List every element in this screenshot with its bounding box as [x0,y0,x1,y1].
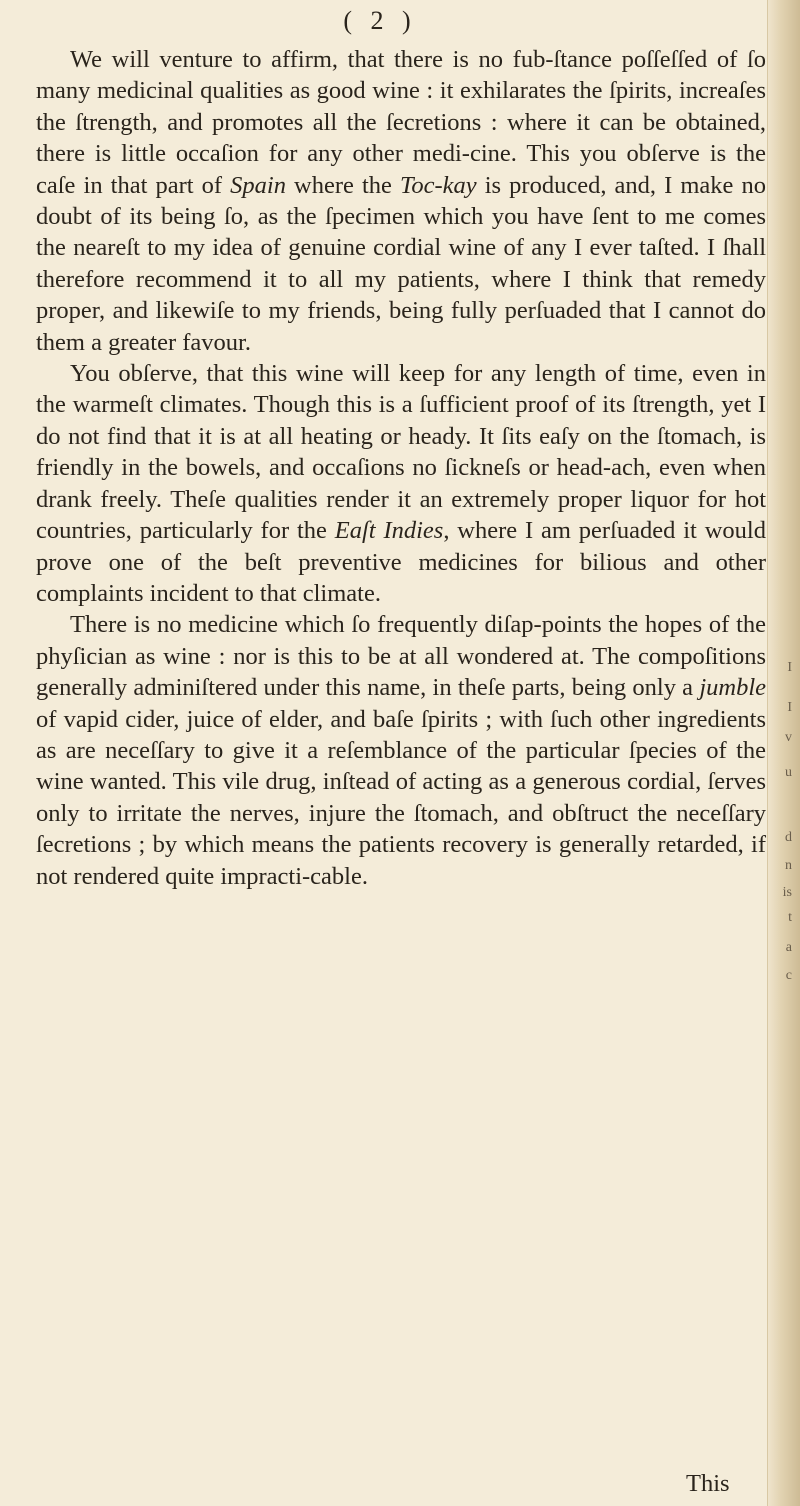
gutter-mark: n [785,858,792,873]
gutter-mark: c [785,968,792,983]
gutter-mark: t [788,910,792,925]
text-run: You obſerve, that this wine will keep for any length of time, even in the warmeſt climates. Though this is a ſufficient proof of its ſtrength, yet I do not find that it is at all heating or heady. It ſits eaſy on the ſtomach, is friendly in the bowels, and occaſions no ſickneſs or head-ach, even when drank freely. Theſe qualities render it an extremely proper liquor for hot countries, particularly for the [36,360,766,545]
facing-page-edge [767,0,800,1506]
paragraph-3 [36,609,766,892]
paragraph-1 [36,44,766,358]
gutter-mark: v [785,730,792,745]
text-body [36,44,766,892]
gutter-mark: I [787,700,792,715]
italic-text: Spain [230,171,286,199]
catchword: This [686,1470,730,1497]
gutter-mark: is [782,885,792,900]
text-run: There is no medicine which ſo frequently diſap-points the hopes of the phyſician as wine : nor is this to be at all wondered at. The compoſitions generally adminiſtered under this name, in theſe parts, being only a [36,611,766,702]
gutter-mark: I [787,660,792,675]
text-run: is produced, and, I make no doubt of its being ſo, as the ſpecimen which you have ſent to me comes the neareſt to my idea of genuine cordial wine of any I ever taſted. I ſhall therefore recommend it to all my patients, where I think that remedy proper, and likewiſe to my friends, being fully perſuaded that I cannot do them a greater favour. [36,171,766,356]
gutter-mark: a [785,940,792,955]
gutter-mark: u [785,765,792,780]
italic-text: Eaſt Indies [334,517,444,545]
text-run: , where I am perſuaded it would prove one of the beſt preventive medicines for bilious and other complaints incident to that climate. [36,517,766,607]
paragraph-2 [36,358,766,609]
text-run: where the [285,171,400,199]
italic-text: jumble [699,674,766,702]
gutter-mark: d [785,830,792,845]
page-number: ( 2 ) [343,6,417,35]
text-run: of vapid cider, juice of elder, and baſe ſpirits ; with ſuch other ingredients as are neceſſary to give it a reſemblance of the particular ſpecies of the wine wanted. This vile drug, inſtead of acting as a generous cordial, ſerves only to irritate the nerves, injure the ſtomach, and obſtruct the neceſſary ſecretions ; by which means the patients recovery is generally retarded, if not rendered quite impracti-cable. [36,705,766,890]
text-run: We will venture to affirm, that there is no fub-ſtance poſſeſſed of ſo many medicinal qualities as good wine : it exhilarates the ſpirits, increaſes the ſtrength, and promotes all the ſecretions : where it can be obtained, there is little occaſion for any other medi-cine. This you obſerve is the caſe in that part of [36,46,766,199]
italic-text: Toc-kay [399,171,477,199]
